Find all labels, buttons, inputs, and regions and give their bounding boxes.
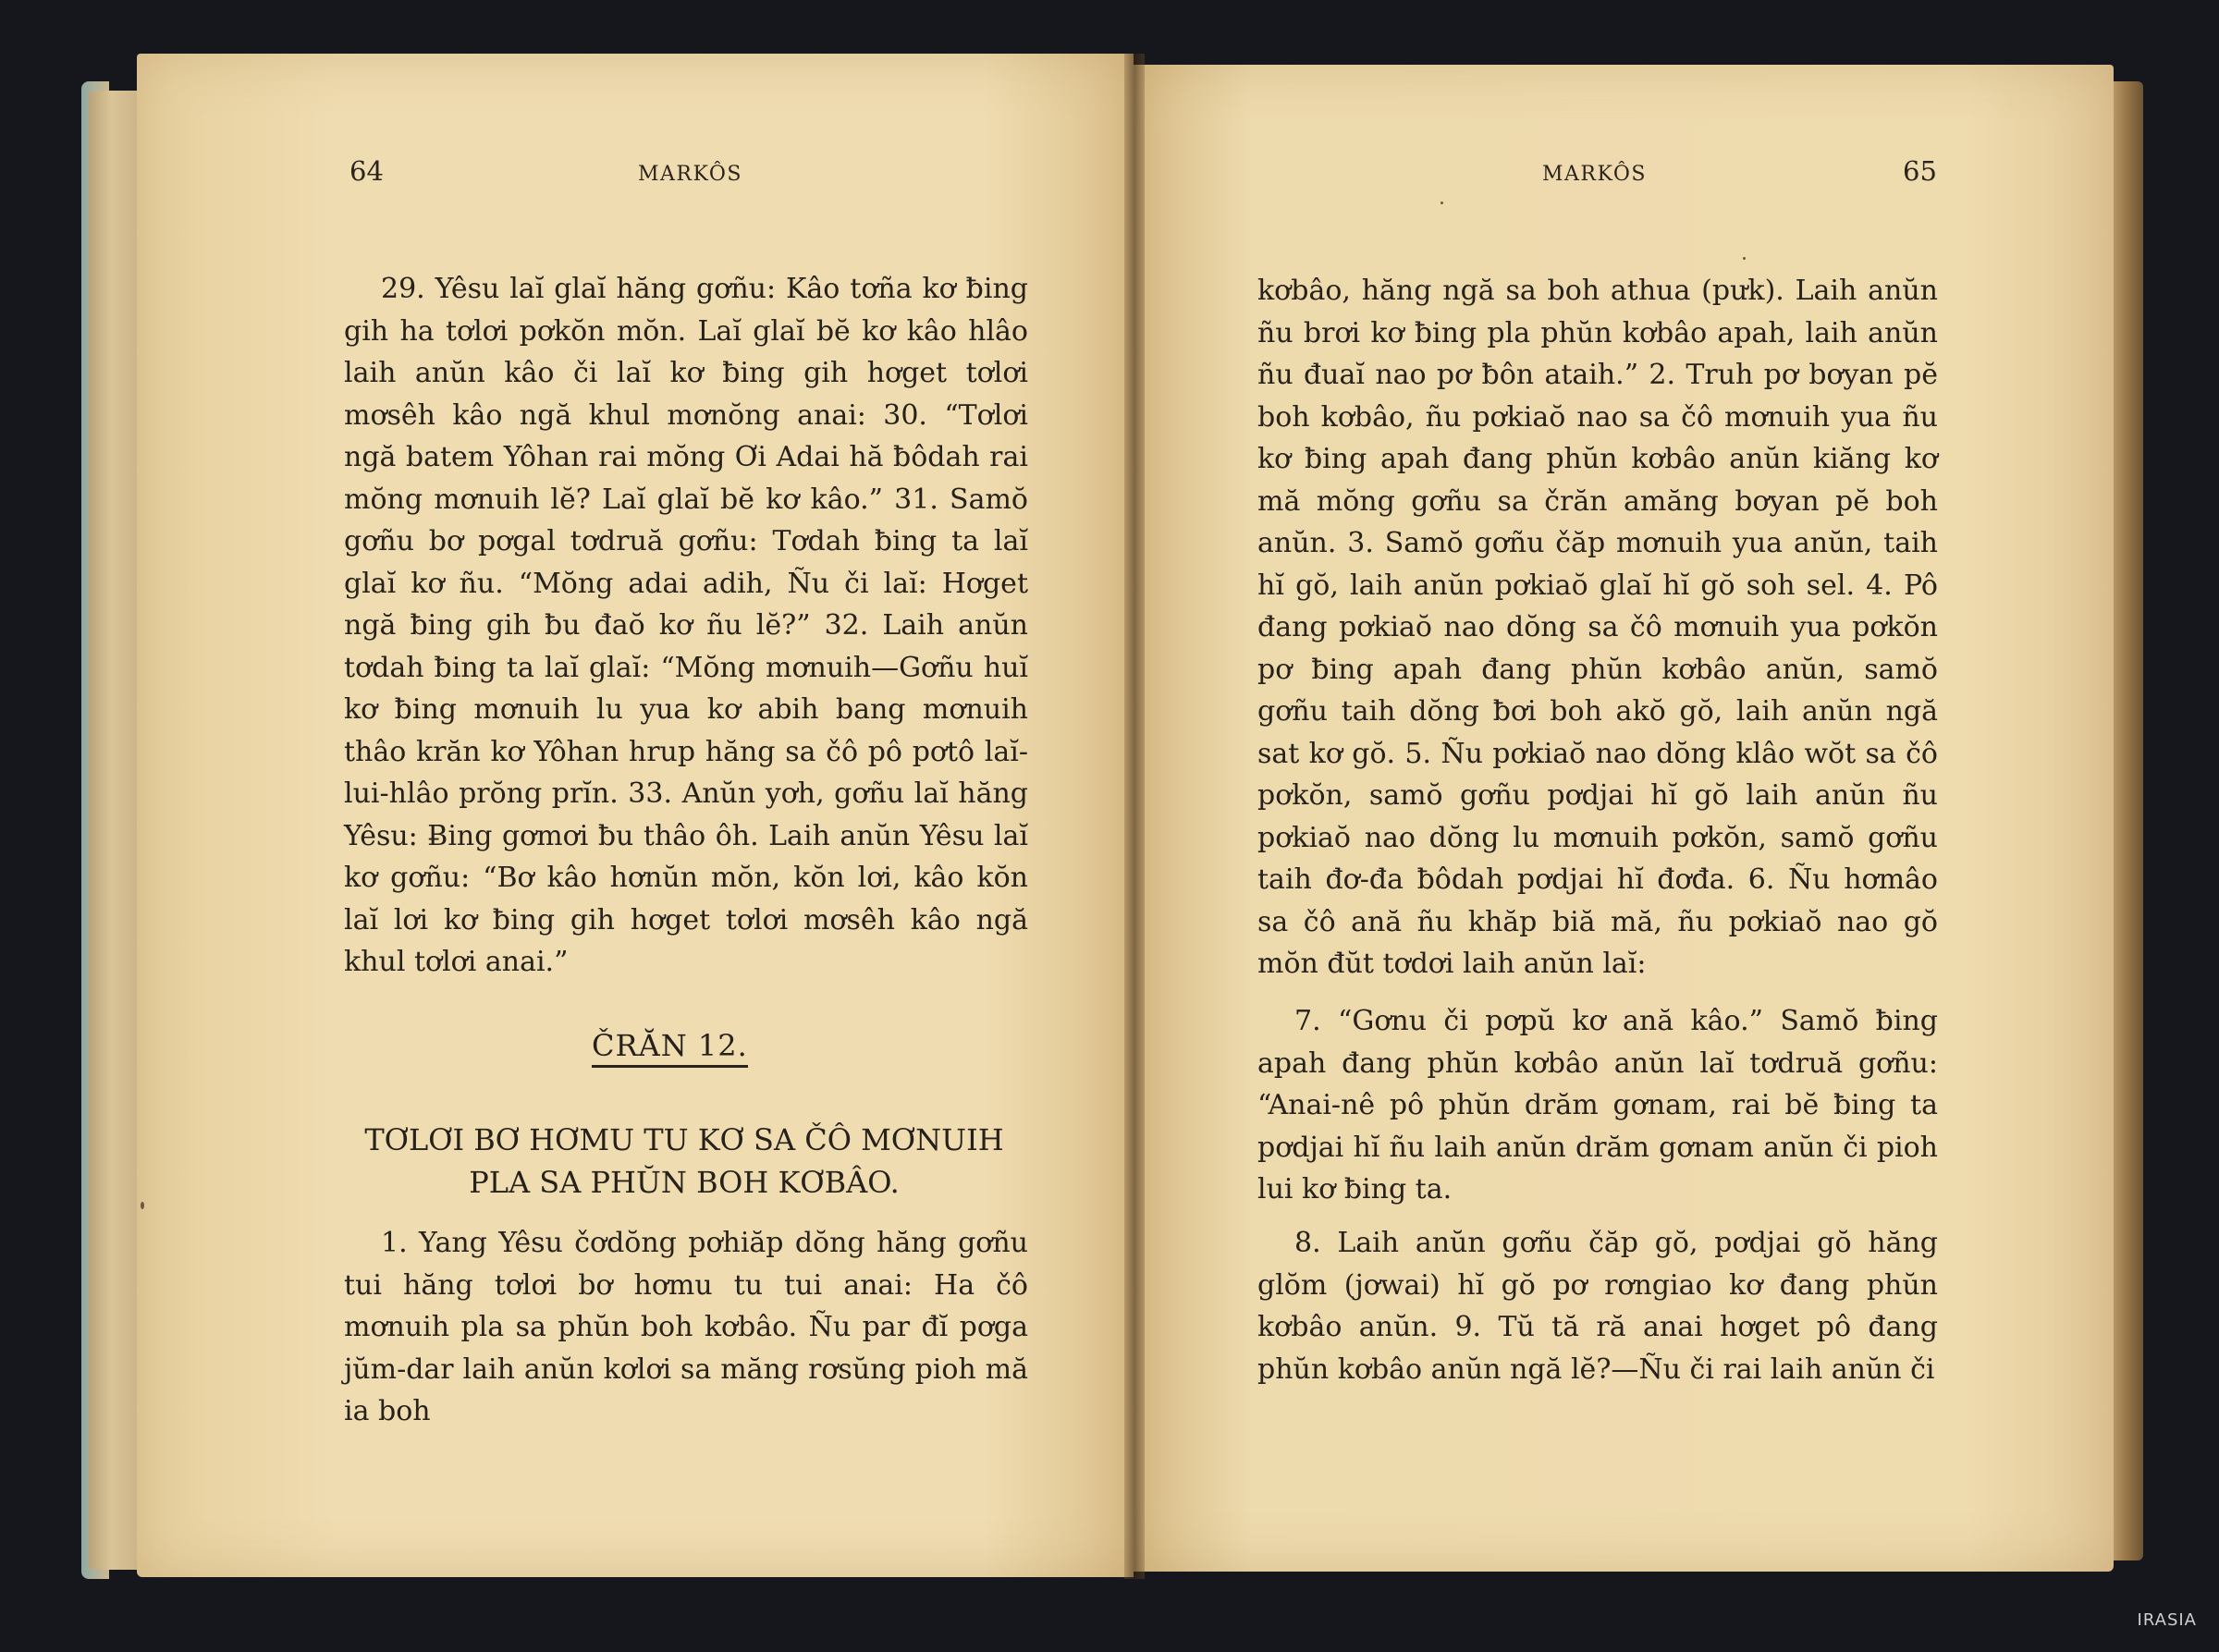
watermark: IRASIA xyxy=(2137,1610,2197,1630)
paragraph: kơbâo, hăng ngă sa boh athua (pưk). Laih anŭn ñu brơi kơ ƀing pla phŭn kơbâo apah, laih anŭn ñu đuaĭ nao pơ ƀôn ataih.” 2. Truh pơ bơyan pĕ boh kơbâo, ñu pơkiaŏ nao sa čô mơnuih yua ñu kơ ƀing apah đang phŭn kơbâo anŭn kiăng kơ mă mŏng gơñu sa črăn amăng bơyan pĕ boh anŭn. 3. Samŏ gơñu čăp mơnuih yua anŭn, taih hĭ gŏ, laih anŭn pơkiaŏ glaĭ hĭ gŏ soh sel. 4. Pô đang pơkiaŏ nao dŏng sa čô mơnuih yua pơkŏn pơ ƀing apah đang phŭn kơbâo anŭn, samŏ gơñu taih dŏng ƀơi boh akŏ gŏ, laih anŭn ngă sat kơ gŏ. 5. Ñu pơkiaŏ nao dŏng klâo wŏt sa čô pơkŏn, samŏ gơñu pơdjai hĭ gŏ laih anŭn ñu pơkiaŏ nao dŏng lu mơnuih pơkŏn, samŏ gơñu taih đơ-đa ƀôdah pơdjai hĭ đơđa. 6. Ñu hơmâo sa čô ană ñu khăp biă mă, ñu pơkiaŏ nao gŏ mŏn đŭt tơdơi laih anŭn laĭ: xyxy=(1257,275,1938,980)
right-paragraph-continuation xyxy=(1257,270,1938,985)
right-running-head: MARKÔS xyxy=(1542,163,1647,186)
chapter-title: ČRĂN 12. xyxy=(592,1028,748,1068)
left-paragraph-29-33 xyxy=(344,268,1028,984)
heading-line-1: TƠLƠI BƠ HƠMU TU KƠ SA ČÔ MƠNUIH xyxy=(364,1122,1004,1157)
left-running-head: MARKÔS xyxy=(638,163,742,186)
paragraph: 7. “Gơnu či pơpŭ kơ ană kâo.” Samŏ ƀing apah đang phŭn kơbâo anŭn laĭ tơdruă gơñu: “Anai-nê pô phŭn drăm gơnam, rai bĕ ƀing ta pơdjai hĭ ñu laih anŭn drăm gơnam anŭn či pioh lui kơ ƀing ta. xyxy=(1257,1005,1938,1205)
paper-speck xyxy=(1441,202,1443,204)
left-paragraph-1 xyxy=(344,1222,1028,1433)
paragraph: 1. Yang Yêsu čơdŏng pơhiăp dŏng hăng gơñu tui hăng tơlơi bơ hơmu tu tui anai: Ha čô mơnuih pla sa phŭn boh kơbâo. Ñu par đĭ pơga jŭm-dar laih anŭn kơlơi sa măng rơsŭng pioh mă ia boh xyxy=(344,1227,1028,1427)
paper-speck xyxy=(1743,257,1746,260)
book-gutter xyxy=(1124,54,1145,1579)
paper-mark xyxy=(141,1202,144,1209)
paragraph: 8. Laih anŭn gơñu čăp gŏ, pơdjai gŏ hăng glŏm (jơwai) hĭ gŏ pơ rơngiao kơ đang phŭn kơbâo anŭn. 9. Tŭ tă ră anai hơget pô đang phŭn kơbâo anŭn ngă lĕ?—Ñu či rai laih anŭn či xyxy=(1257,1227,1938,1386)
section-heading xyxy=(333,1119,1036,1204)
left-page-number: 64 xyxy=(349,155,384,187)
right-paragraph-8-9 xyxy=(1257,1222,1938,1390)
page-stack-left xyxy=(89,91,144,1570)
paragraph: 29. Yêsu laĭ glaĭ hăng gơñu: Kâo tơña kơ ƀing gih ha tơlơi pơkŏn mŏn. Laĭ glaĭ bĕ kơ kâo hlâo laih anŭn kâo či laĭ kơ ƀing gih hơget tơlơi mơsêh kâo ngă khul mơnŏng anai: 30. “Tơlơi ngă batem Yôhan rai mŏng Ơi Adai hă ƀôdah rai mŏng mơnuih lĕ? Laĭ glaĭ bĕ kơ kâo.” 31. Samŏ gơñu bơ pơgal tơdruă gơñu: Tơdah ƀing ta laĭ glaĭ kơ ñu. “Mŏng adai adih, Ñu či laĭ: Hơget ngă ƀing gih ƀu đaŏ kơ ñu lĕ?” 32. Laih anŭn tơdah ƀing ta laĭ glaĭ: “Mŏng mơnuih—Gơñu huĭ kơ ƀing mơnuih lu yua kơ abih bang mơnuih thâo krăn kơ Yôhan hrup hăng sa čô pô pơtô laĭ-lui-hlâo prŏng prĭn. 33. Anŭn yơh, gơñu laĭ hăng Yêsu: Ƀing gơmơi ƀu thâo ôh. Laih anŭn Yêsu laĭ kơ gơñu: “Bơ kâo hơnŭn mŏn, kŏn lơi, kâo kŏn laĭ lơi kơ ƀing gih hơget tơlơi mơsêh kâo ngă khul tơlơi anai.” xyxy=(344,273,1028,978)
right-paragraph-7 xyxy=(1257,1000,1938,1211)
heading-line-2: PLA SA PHŬN BOH KƠBÂO. xyxy=(469,1165,900,1200)
right-page-number: 65 xyxy=(1903,155,1937,187)
